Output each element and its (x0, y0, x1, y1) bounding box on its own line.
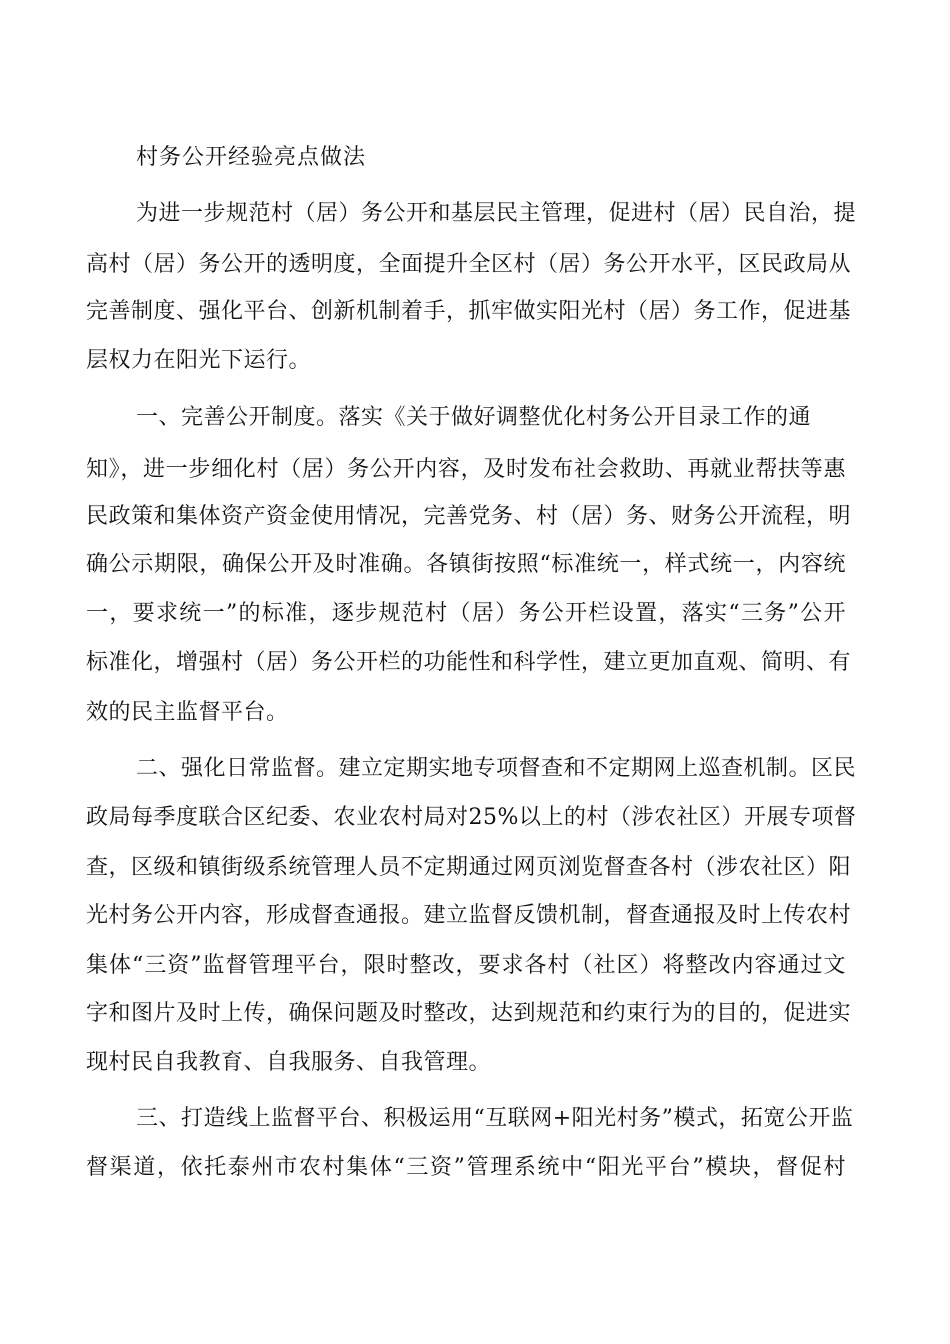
intro-line-3: 完善制度、强化平台、创新机制着手，抓牢做实阳光村（居）务工作，促进基 (86, 299, 852, 324)
section1-line-6: 标准化，增强村（居）务公开栏的功能性和科学性，建立更加直观、简明、有 (86, 650, 852, 675)
section2-line-1: 二、强化日常监督。建立定期实地专项督查和不定期网上巡查机制。区民 (136, 756, 857, 781)
section2-line-2: 政局每季度联合区纪委、农业农村局对25%以上的村（涉农社区）开展专项督 (86, 805, 857, 830)
section2-line-7: 现村民自我教育、自我服务、自我管理。 (86, 1050, 492, 1075)
section2-line-6: 字和图片及时上传，确保问题及时整改，达到规范和约束行为的目的，促进实 (86, 1001, 852, 1026)
section2-line-3: 查，区级和镇街级系统管理人员不定期通过网页浏览督查各村（涉农社区）阳 (86, 855, 852, 880)
section2-line-4: 光村务公开内容，形成督查通报。建立监督反馈机制，督查通报及时上传农村 (86, 903, 852, 928)
intro-line-4: 层权力在阳光下运行。 (86, 348, 312, 373)
intro-line-1: 为进一步规范村（居）务公开和基层民主管理，促进村（居）民自治，提 (136, 201, 857, 226)
section3-line-2: 督渠道，依托泰州市农村集体“三资”管理系统中“阳光平台”模块，督促村 (86, 1155, 846, 1180)
document-title: 村务公开经验亮点做法 (136, 145, 367, 170)
section1-line-4: 确公示期限，确保公开及时准确。各镇街按照“标准统一，样式统一，内容统 (86, 552, 846, 577)
section1-line-5: 一，要求统一”的标准，逐步规范村（居）务公开栏设置，落实“三务”公开 (86, 601, 846, 626)
section1-line-7: 效的民主监督平台。 (86, 700, 289, 725)
section1-line-1: 一、完善公开制度。落实《关于做好调整优化村务公开目录工作的通 (136, 405, 812, 430)
section3-line-1: 三、打造线上监督平台、积极运用“互联网+阳光村务”模式，拓宽公开监 (136, 1106, 854, 1131)
section1-line-3: 民政策和集体资产资金使用情况，完善党务、村（居）务、财务公开流程，明 (86, 504, 852, 529)
section1-line-2: 知》，进一步细化村（居）务公开内容，及时发布社会救助、再就业帮扶等惠 (86, 457, 846, 482)
intro-line-2: 高村（居）务公开的透明度，全面提升全区村（居）务公开水平，区民政局从 (86, 252, 852, 277)
section2-line-5: 集体“三资”监督管理平台，限时整改，要求各村（社区）将整改内容通过文 (86, 953, 846, 978)
